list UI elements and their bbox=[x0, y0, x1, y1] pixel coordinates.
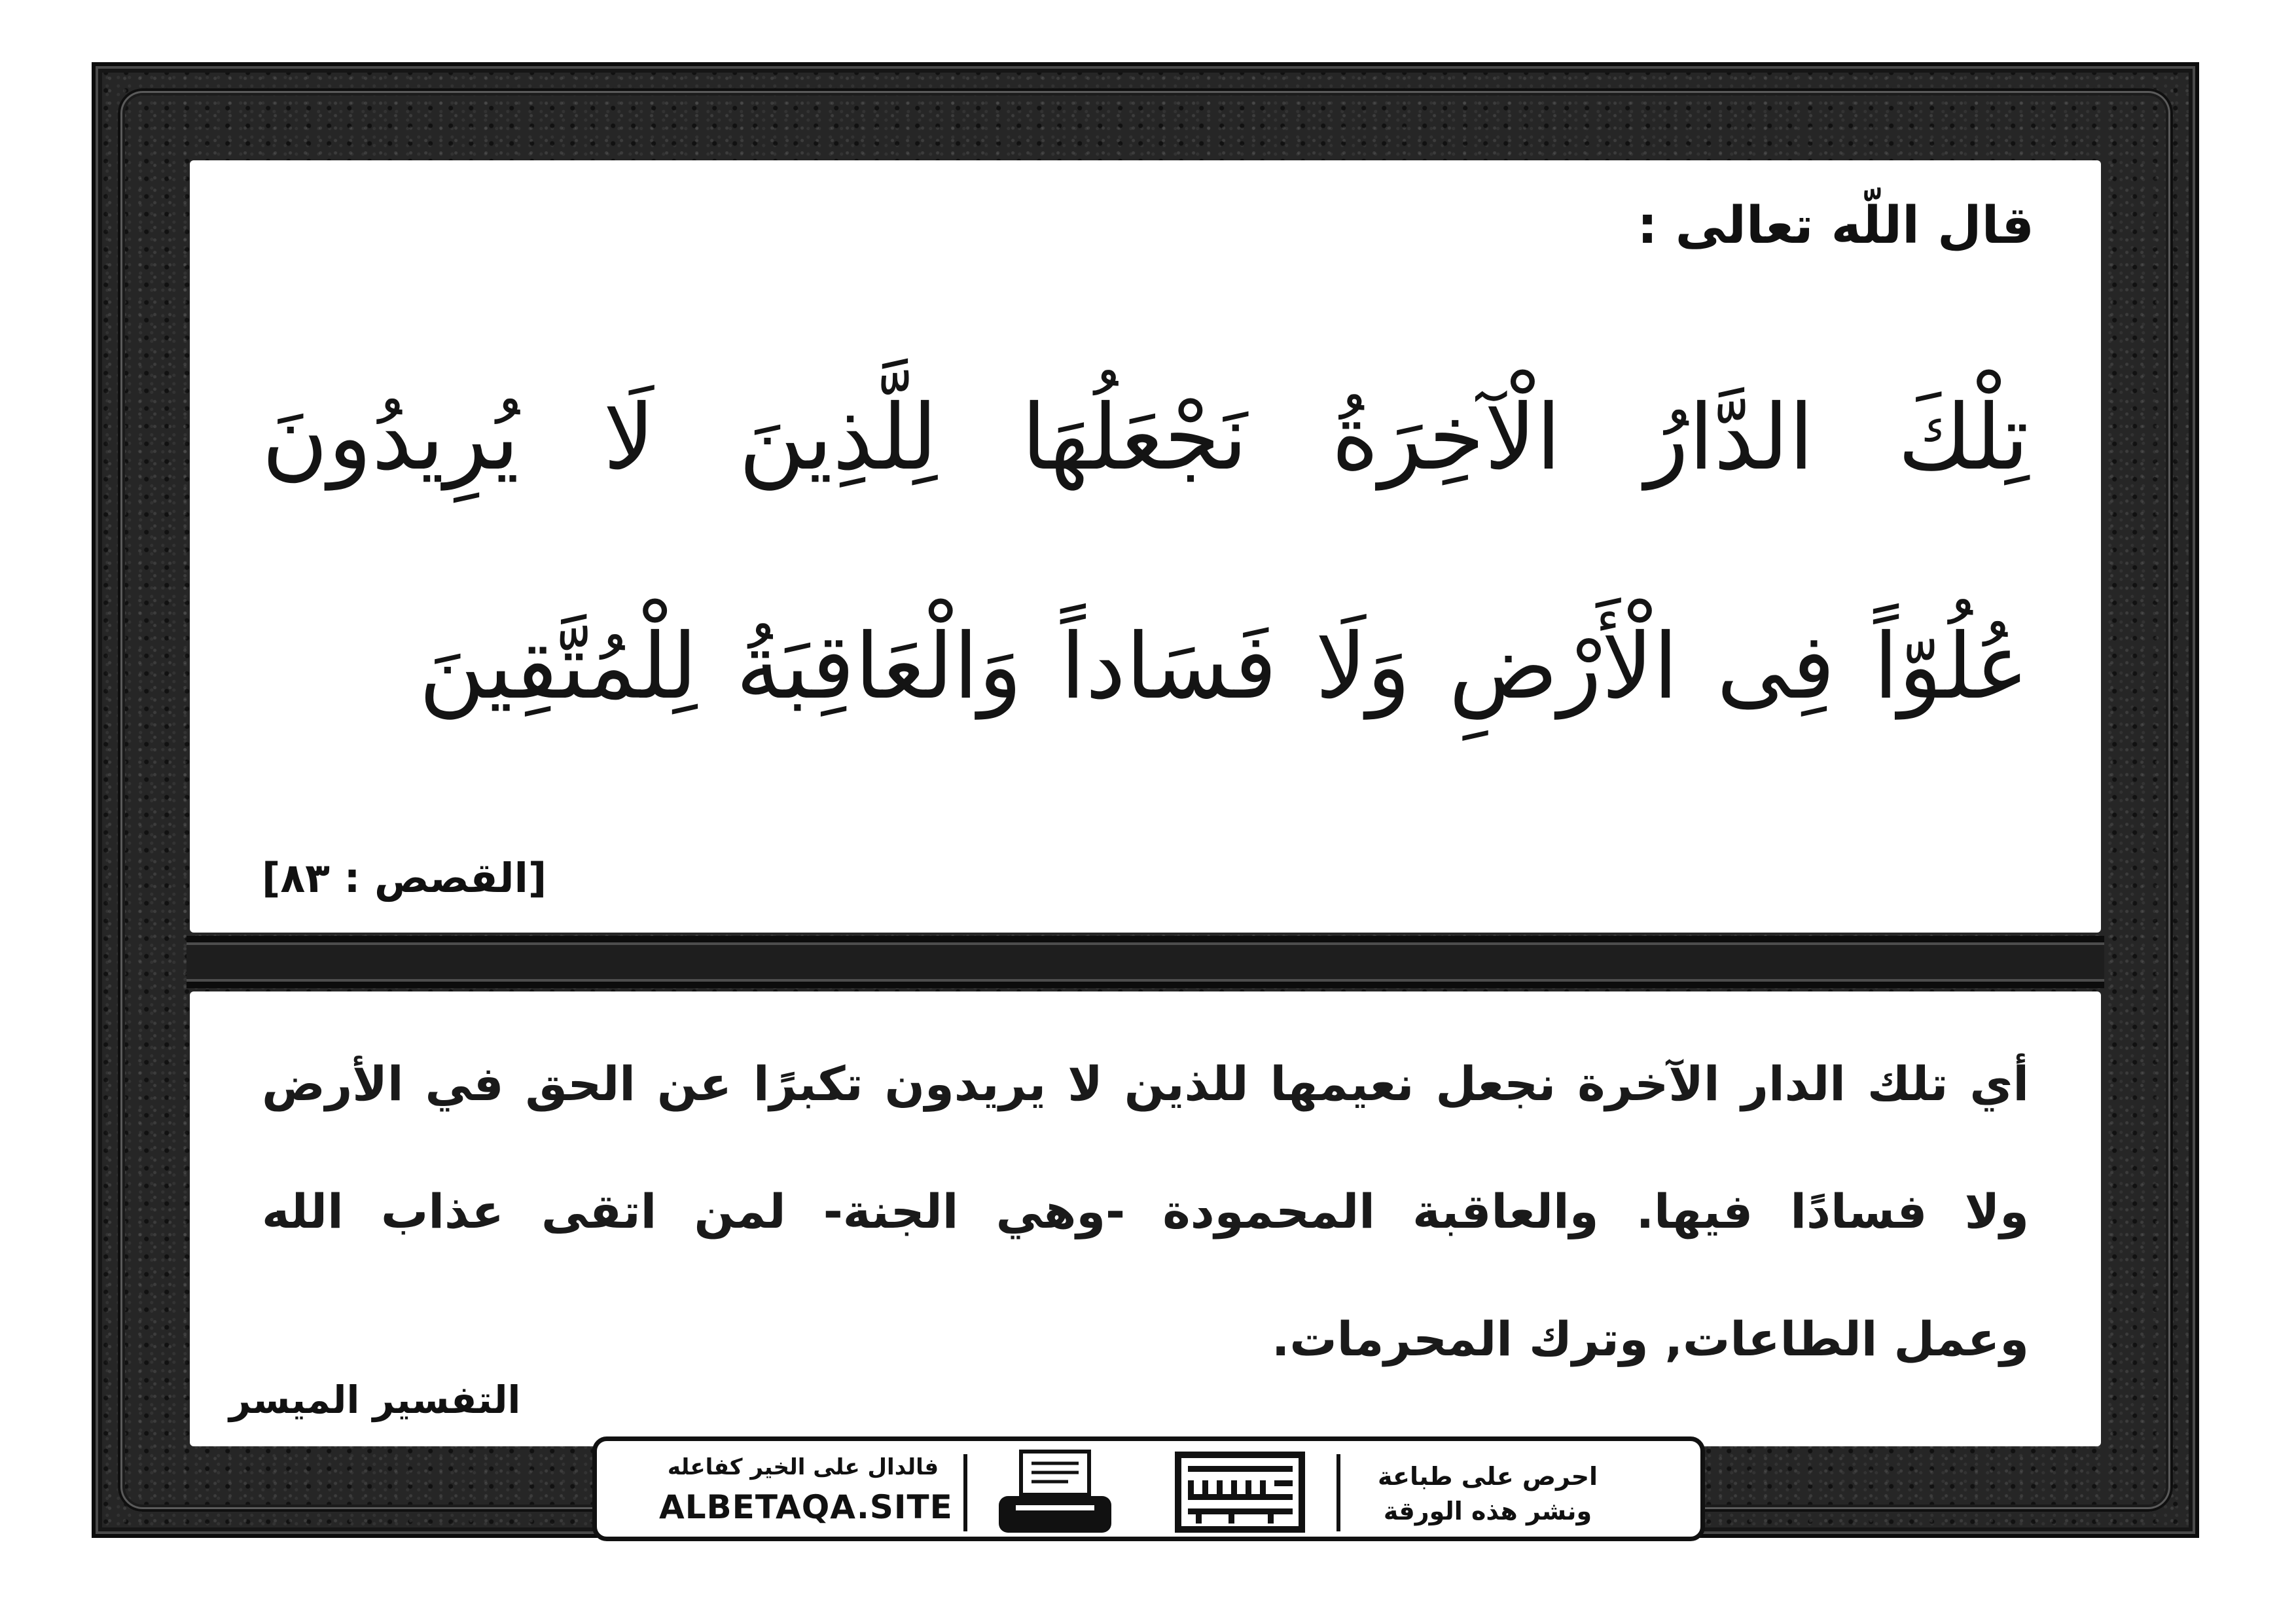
footer-motto: فالدال على الخير كفاعله bbox=[667, 1454, 939, 1480]
panel-divider bbox=[187, 936, 2104, 988]
verse-intro: قال اللّه تعالى : bbox=[1637, 196, 2034, 255]
tafsir-line-3: وعمل الطاعات, وترك المحرمات. bbox=[1271, 1311, 2029, 1366]
tafsir-line-1: أي تلك الدار الآخرة نجعل نعيمها للذين لا يريدون تكبرًا عن الحق في الأرض bbox=[262, 1056, 2029, 1111]
verse-line-1: تِلْكَ الدَّارُ الْآخِرَةُ نَجْعَلُهَا لِلَّذِينَ لَا يُرِيدُونَ bbox=[262, 385, 2029, 490]
printer-icon bbox=[990, 1448, 1121, 1536]
verse-line-2: عُلُوّاً فِى الْأَرْضِ وَلَا فَسَاداً وَالْعَاقِبَةُ لِلْمُتَّقِينَ bbox=[419, 614, 2029, 719]
footer-cta-line-1: احرص على طباعة bbox=[1377, 1462, 1598, 1491]
footer-call-to-action bbox=[1344, 1459, 1632, 1529]
footer-separator bbox=[963, 1454, 967, 1531]
tafsir-line-2: ولا فسادًا فيها. والعاقبة المحمودة -وهي الجنة- لمن اتقى عذاب الله bbox=[262, 1184, 2029, 1239]
footer-cta-line-2: ونشر هذه الورقة bbox=[1383, 1497, 1592, 1526]
footer-banner bbox=[592, 1436, 1705, 1541]
verse-panel bbox=[190, 160, 2101, 933]
verse-reference: [القصص : ٨٣] bbox=[262, 854, 547, 902]
footer-site-link[interactable]: ALBETAQA.SITE bbox=[659, 1488, 953, 1526]
footer-separator bbox=[1336, 1454, 1340, 1531]
tafsir-source: التفسير الميسر bbox=[229, 1378, 521, 1422]
logo-icon bbox=[1170, 1446, 1310, 1538]
